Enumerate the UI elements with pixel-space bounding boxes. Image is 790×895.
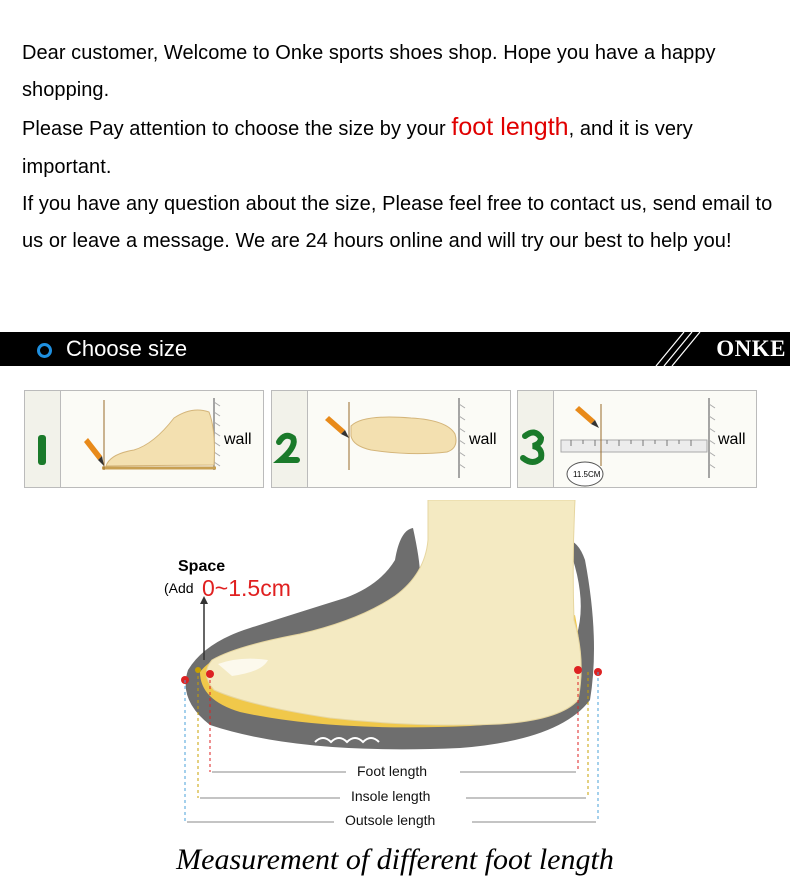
circle-icon xyxy=(37,343,52,358)
intro-attention-text: Please Pay attention to choose the size by your xyxy=(22,118,452,141)
diagram-caption: Measurement of different foot length xyxy=(176,843,614,876)
intro-line-welcome: Dear customer, Welcome to Onke sports shoes shop. Hope you have a happy shopping. xyxy=(22,42,716,102)
banner-title: Choose size xyxy=(66,336,188,361)
step-panel-1 xyxy=(24,390,264,488)
add-label: (Add xyxy=(164,580,194,596)
slash-decoration-icon xyxy=(648,332,708,366)
intro-attention-tail: , and it is very important. xyxy=(22,118,693,178)
step-panel-2 xyxy=(271,390,511,488)
intro-line-attention xyxy=(22,109,782,185)
insole-length-label: Insole length xyxy=(351,788,431,804)
step-3-wall-label: wall xyxy=(718,431,746,448)
step-panel-3 xyxy=(517,390,757,488)
ruler-reading: 11.5CM xyxy=(573,470,601,479)
space-range-label: 0~1.5cm xyxy=(202,575,291,601)
foot-length-label: Foot length xyxy=(357,763,428,779)
foot-length-highlight: foot length xyxy=(451,113,569,142)
intro-line-contact: If you have any question about the size, Please feel free to contact us, send email to us or leave a message. We are 24 hours online and will try our best to help you! xyxy=(22,192,773,253)
space-label: Space xyxy=(178,558,226,575)
brand-logo: ONKE xyxy=(716,336,786,361)
step-1-wall-label: wall xyxy=(224,431,252,448)
choose-size-banner xyxy=(0,332,790,366)
outsole-length-label: Outsole length xyxy=(345,812,436,828)
foot-shape xyxy=(206,500,581,725)
step-1-number-glyph xyxy=(38,435,46,465)
step-2-wall-label: wall xyxy=(469,431,497,448)
intro-text xyxy=(22,35,782,260)
